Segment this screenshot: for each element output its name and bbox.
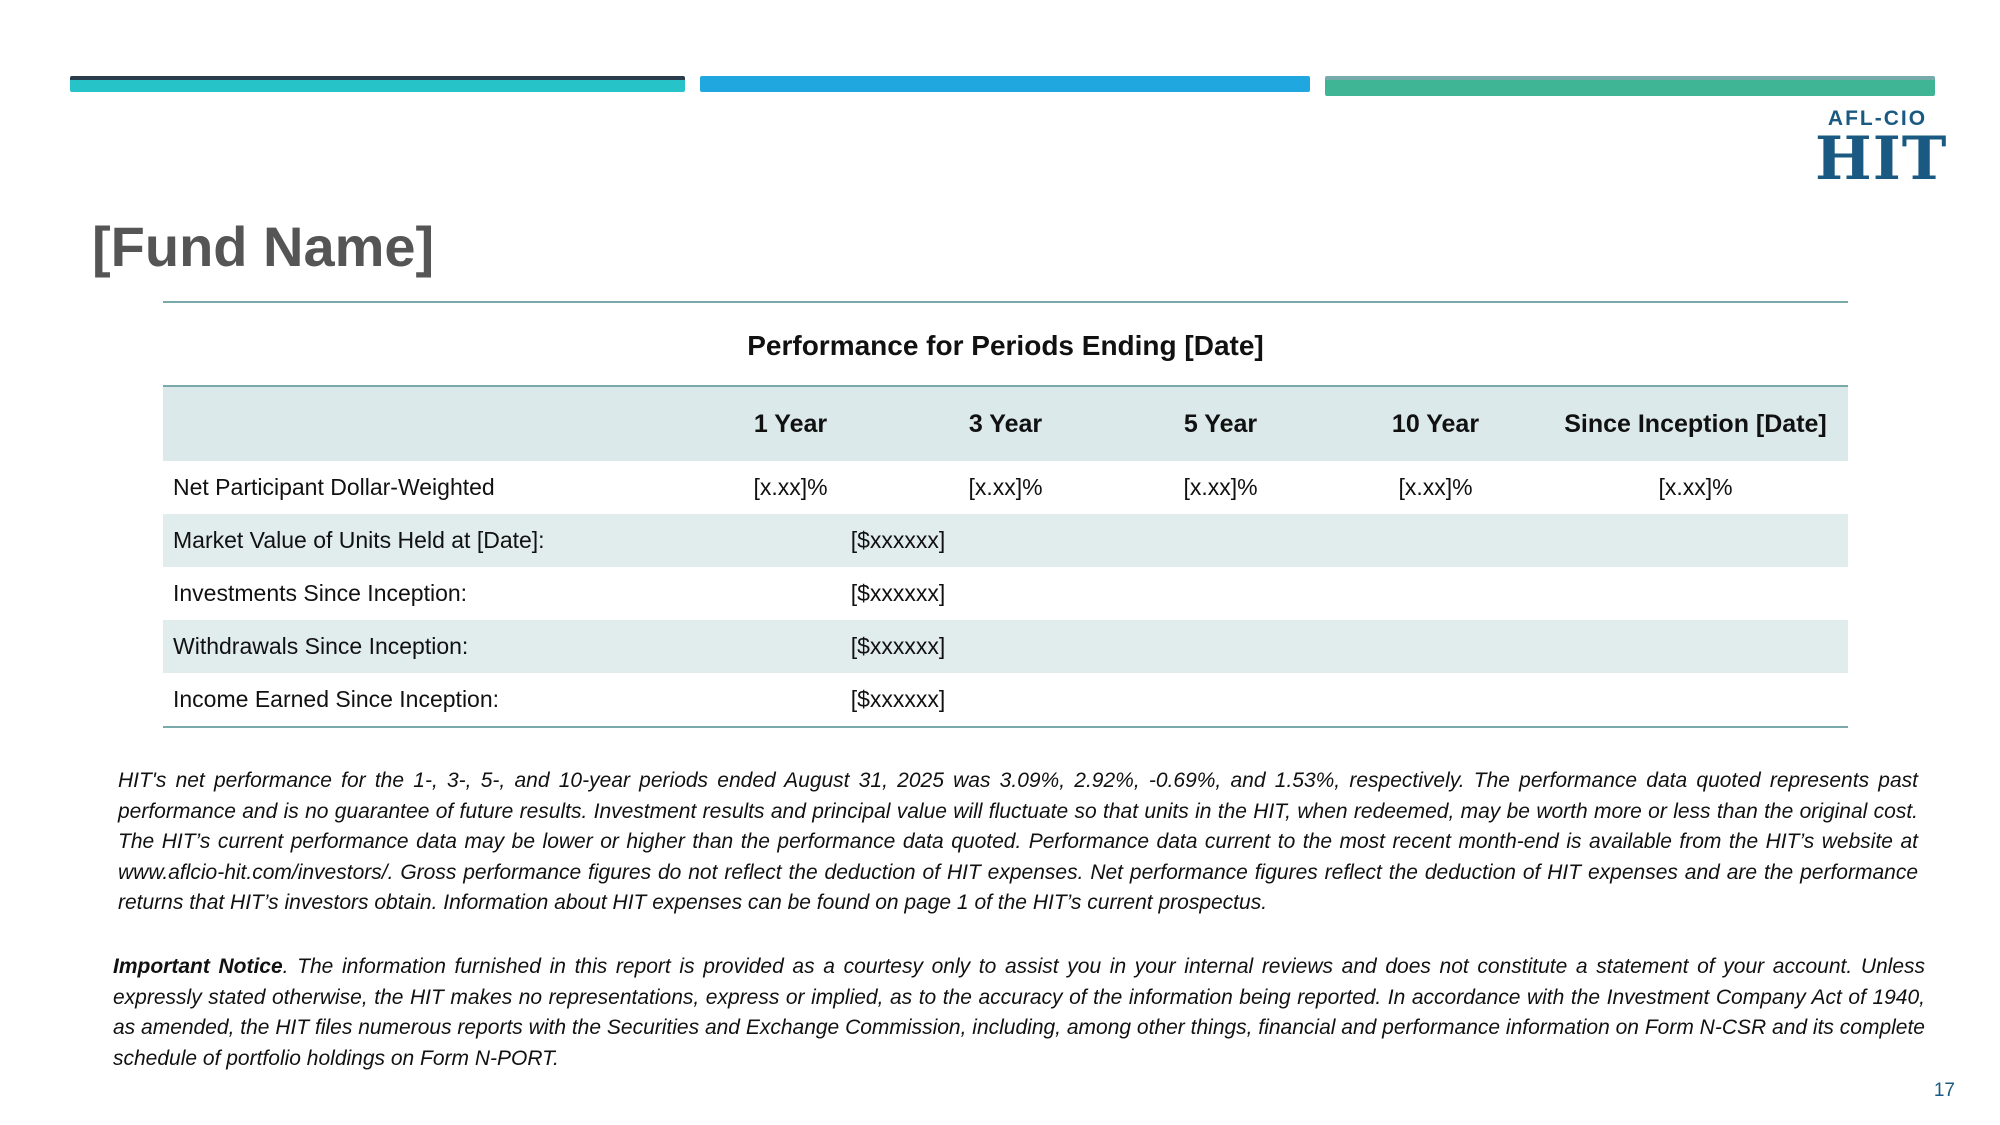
row-value: [$xxxxxx] — [850, 527, 946, 553]
table-caption: Performance for Periods Ending [Date] — [747, 330, 1264, 361]
table-row-income — [163, 673, 1848, 726]
row-label: Investments Since Inception: — [173, 580, 468, 606]
logo-main-text: HIT — [1815, 124, 1948, 194]
row-label: Withdrawals Since Inception: — [173, 633, 469, 659]
page-title: [Fund Name] — [92, 215, 435, 278]
value-since-inception: [x.xx]% — [1658, 474, 1733, 500]
header-bar-green — [1325, 76, 1935, 96]
row-value: [$xxxxxx] — [850, 686, 946, 712]
table-bottom-rule — [163, 726, 1848, 728]
header-cell-5-year: 5 Year — [1183, 409, 1258, 438]
row-label: Income Earned Since Inception: — [173, 686, 500, 712]
value-5-year: [x.xx]% — [1183, 474, 1258, 500]
value-3-year: [x.xx]% — [968, 474, 1043, 500]
row-label: Net Participant Dollar-Weighted — [173, 474, 495, 500]
important-notice-heading: Important Notice — [113, 955, 283, 978]
performance-disclosure: HIT's net performance for the 1-, 3-, 5-, and 10-year periods ended August 31, 2025 was 3.09%, 2.92%, -0.69%, and 1.53%, respectively. The performance data quoted represents past performance and is no guarantee of future results. Investment results and principal value will fluctuate so that units in the HIT, when redeemed, may be worth more or less than the original cost. The HIT’s current performance data may be lower or higher than the performance data quoted. Performance data current to the most recent month-end is available from the HIT’s website at www.aflcio-hit.com/investors/. Gross performance figures do not reflect the deduction of HIT expenses. Net performance figures reflect the deduction of HIT expenses and are the performance returns that HIT’s investors obtain. Information about HIT expenses can be found on page 1 of the HIT’s current prospectus. — [118, 769, 1918, 914]
row-value: [$xxxxxx] — [850, 633, 946, 659]
header-bar-blue — [700, 76, 1310, 92]
afl-cio-hit-logo — [1815, 107, 1948, 194]
value-10-year: [x.xx]% — [1398, 474, 1473, 500]
important-notice — [113, 952, 1925, 1074]
header-cell-since-inception: Since Inception [Date] — [1564, 409, 1827, 438]
row-value: [$xxxxxx] — [850, 580, 946, 606]
header-cell-1-year: 1 Year — [753, 409, 828, 438]
header-cell-3-year: 3 Year — [968, 409, 1043, 438]
logo-top-text: AFL-CIO — [1827, 107, 1928, 130]
header-bar-teal — [70, 76, 685, 92]
table-row-market-value — [163, 514, 1848, 567]
table-row-withdrawals — [163, 620, 1848, 673]
value-1-year: [x.xx]% — [753, 474, 828, 500]
row-label: Market Value of Units Held at [Date]: — [173, 527, 545, 553]
table-header-row — [163, 387, 1848, 461]
table-row-investments — [163, 567, 1848, 620]
page-number: 17 — [1933, 1080, 1955, 1101]
header-cell-10-year: 10 Year — [1391, 409, 1480, 438]
important-notice-text: . The information furnished in this report is provided as a courtesy only to assist you in your internal reviews and does not constitute a statement of your account. Unless expressly stated otherwise, the HIT makes no representations, express or implied, as to the accuracy of the information being reported. In accordance with the Investment Company Act of 1940, as amended, the HIT files numerous reports with the Securities and Exchange Commission, including, among other things, financial and performance information on Form N-CSR and its complete schedule of portfolio holdings on Form N-PORT. — [113, 955, 1926, 1070]
performance-table — [163, 301, 1848, 728]
table-row-net-participant — [163, 461, 1848, 514]
